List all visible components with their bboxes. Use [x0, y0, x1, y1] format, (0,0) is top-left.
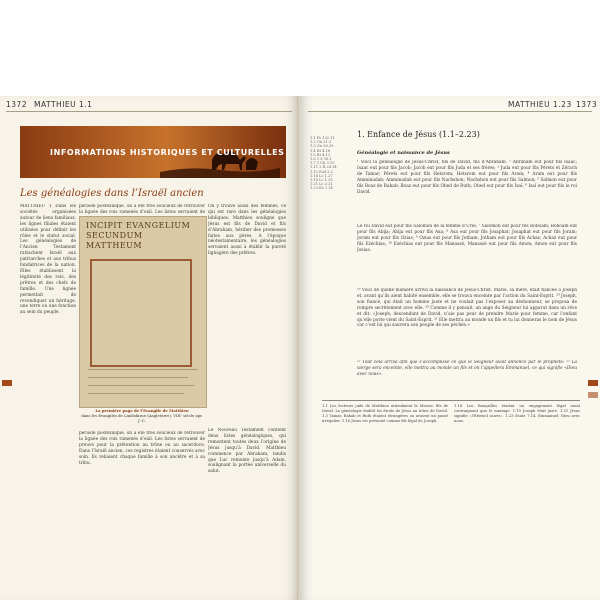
manuscript-text: INCIPIT EVANGELIUM SECUNDUM MATTHEUM [86, 221, 191, 250]
manuscript-image [79, 216, 207, 408]
illuminated-initial [90, 259, 192, 367]
chapter-tab [2, 380, 12, 386]
section-title: Les généalogies dans l’Israël ancien [20, 188, 204, 199]
manuscript-line [88, 377, 188, 378]
cross-references: 1.1 Ps 132.11 1.2 Gn 21.3 1.3 Gn 38.29 1.4 Rt 4.18 1.5 Rt 4.13 1.6 1 S 16.1 1.7 1 Ch 3.10 1.11 2 R 24.14 1.12 Esd 3.2 1.16 Lc 1.27 1.18 Lc 1.35 1.21 Lc 2.21 1.23 Es 7.14 [310, 136, 337, 191]
article-column-1: MATTHIEU 1 Dans les sociétés organisées autour de liens familiaux, les lignes filiales étaient utilisées pour définir les rôles et le statut social. Les généalogies de l’Ancien Testament rattachent Israël aux patriarches et aux tribus fondatrices de la nation. Elles établissent la légitimité des rois, des prêtres et des chefs de famille. Une lignée permettait de revendiquer un héritage, une terre ou une fonction au sein du peuple. [20, 204, 76, 316]
passage-subtitle: Généalogie et naissance de Jésus [357, 150, 450, 156]
article-column-3: On y trouve aussi des femmes, ce qui est rare dans les généalogies bibliques. Matthieu souligne que Jésus est fils de David et fils d’Abraham, héritier des promesses faites aux pères. A l’époque néotestamentaire, les généalogies servaient aussi à établir la pureté lignagère des prêtres. [208, 204, 286, 257]
study-notes-left: 1.1 Les lecteurs juifs de Matthieu attendaient le Messie, fils de David. La généalogie établit les droits de Jésus au trône de David. 1.3 Tamar, Rahab et Ruth étaient étrangères ou avaient un passé irrégulier. 1.16 Jésus est présenté comme fils légal de Joseph. [322, 404, 448, 423]
manuscript-line [88, 393, 184, 394]
notes-divider [322, 400, 580, 401]
page-number: 1372 [6, 100, 28, 109]
running-head: MATTHIEU 1.1 [34, 100, 93, 109]
image-caption [79, 408, 205, 423]
article-column-2: période postexilique, on a été très soucieux de retrouver la lignée des rois ramenés d’exil. Les listes servaient de [79, 204, 205, 214]
scripture-paragraph-2: Le roi David eut pour fils Salomon de la femme d’Urie; ⁷ Salomon eut pour fils Roboam; Roboam eut pour fils Abija; Abija eut pour fils Asa; ⁸ Asa eut pour fils Josaphat; Josaphat eut pour fils Joram; Joram eut pour fils Ozias; ⁹ Ozias eut pour fils Jotham; Jotham eut pour fils Achaz; Achaz eut pour fils Ezéchias; ¹⁰ Ezéchias eut pour fils Manassé; Manassé eut pour fils Amon; Amon eut pour fils Josias. [357, 224, 577, 253]
scripture-paragraph-1: ¹ Voici la généalogie de Jésus-Christ, fils de David, fils d’Abraham. ² Abraham eut pour fils Isaac; Isaac eut pour fils Jacob; Jacob eut pour fils Juda et ses frères; ³ Juda eut pour fils Pérets et Zérach de Tamar; Pérets eut pour fils Hetsrom; Hetsrom eut pour fils Aram; ⁴ Aram eut pour fils Amminadab; Amminadab eut pour fils Nachshon; Nachshon eut pour fils Salmon; ⁵ Salmon eut pour fils Boaz de Rahab; Boaz eut pour fils Obed de Ruth; Obed eut pour fils Isaï; ⁶ Isaï eut pour fils le roi David. [357, 160, 577, 195]
page-number: 1373 [576, 100, 598, 109]
running-head: MATTHIEU 1.23 [508, 100, 572, 109]
scripture-paragraph-3: ¹⁸ Voici de quelle manière arriva la naissance de Jésus-Christ. Marie, sa mère, était fiancée à Joseph et, avant qu’ils aient habité ensemble, elle se trouva enceinte par l’action du Saint-Esprit. ¹⁹ Joseph, son fiancé, qui était un homme juste et ne voulait pas l’exposer au déshonneur, se proposa de rompre secrètement avec elle. ²⁰ Comme il y pensait, un ange du Seigneur lui apparut dans un rêve et dit: «Joseph, descendant de David, n’aie pas peur de prendre Marie pour femme, car l’enfant qu’elle porte vient du Saint-Esprit. ²¹ Elle mettra au monde un fils et tu lui donneras le nom de Jésus car c’est lui qui sauvera son peuple de ses péchés.» [357, 288, 577, 329]
scripture-paragraph-4: ²² Tout cela arriva afin que s’accomplisse ce que le Seigneur avait annoncé par le prophète: ²³ La vierge sera enceinte, elle mettra au monde un fils et on l’appellera Emmanuel, ce qui signifie «Dieu avec nous». [357, 360, 577, 377]
chapter-tab [588, 392, 598, 398]
chapter-title: 1. Enfance de Jésus (1.1–2.23) [357, 130, 480, 139]
caption-title: La première page de l’Evangile de Matthieu [95, 408, 189, 413]
info-banner [20, 126, 286, 178]
chapter-tab [588, 380, 598, 386]
header-rule [308, 111, 592, 112]
article-column-5: période postexilique, on a été très soucieux de retrouver la lignée des rois ramenés d’exil. Les listes servaient de preuve pour la prétention au trône ou au sacerdoce. Dans l’Israël ancien, ces registres étaient conservés avec soin. Ils reliaient chaque famille à son ancêtre et à sa tribu. [79, 431, 205, 466]
article-column-4: Le Nouveau Testament contient deux listes généalogiques, qui remontent toutes deux l’origine de Jésus jusqu’à David. Matthieu commence par Abraham, tandis que Luc remonte jusqu’à Adam, soulignant la portée universelle du salut. [208, 428, 286, 475]
left-page [0, 96, 298, 600]
header-rule [6, 111, 292, 112]
banner-title: INFORMATIONS HISTORIQUES ET CULTURELLES [50, 148, 285, 157]
caption-text: dans les Evangiles de Lindisfarne (Angleterre), VIIIᵉ siècle apr. J.-C. [81, 413, 203, 423]
manuscript-line [88, 385, 194, 386]
study-notes-right: 1.18 Les fiançailles étaient un engagement légal aussi contraignant que le mariage. 1.19 Joseph était juste. 1.21 Jésus signifie «l’Eternel sauve». 1.23 Esaïe 7.14. Emmanuel: Dieu avec nous. [454, 404, 580, 423]
manuscript-line [88, 369, 198, 370]
